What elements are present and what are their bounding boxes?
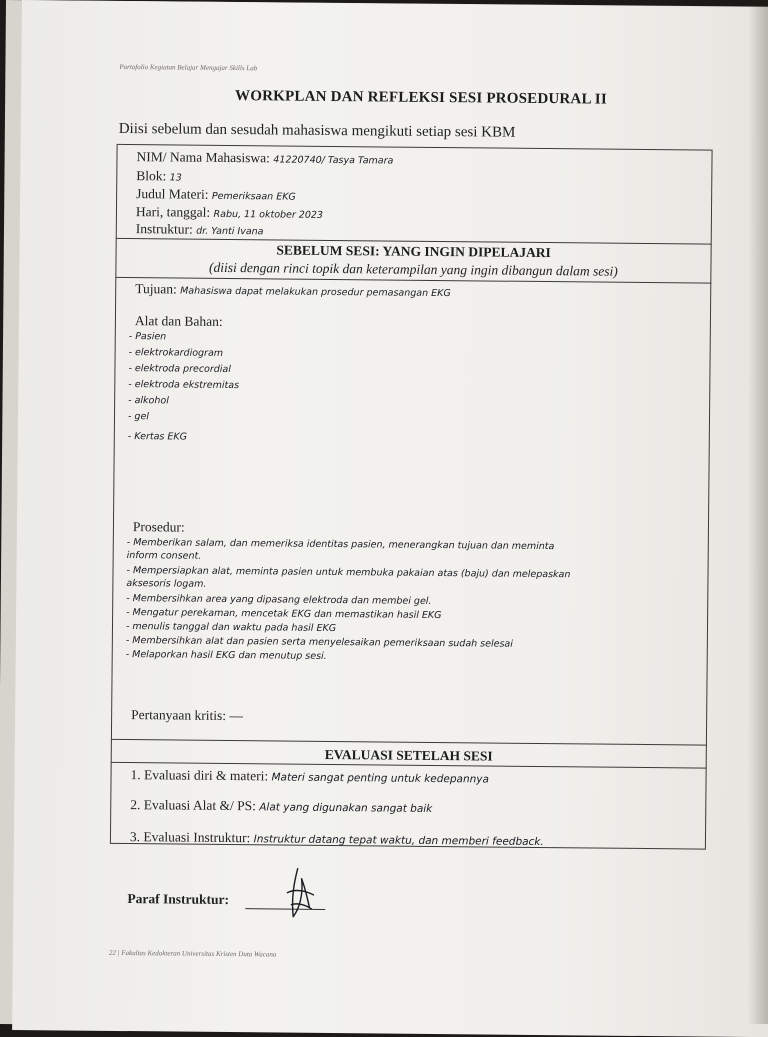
pertanyaan-value: — <box>229 708 243 724</box>
running-header: Portofolio Kegiatan Belajar Mengajar Skills Lab <box>119 62 258 73</box>
tujuan-value: Mahasiswa dapat melakukan prosedur pemasangan EKG <box>180 285 451 300</box>
procedure-line: inform consent. <box>126 550 202 562</box>
evaluasi-label: 3. Evaluasi Instruktur: <box>129 829 251 846</box>
procedure-line: - Membersihkan area yang dipasang elektroda dan membei gel. <box>126 593 432 607</box>
judul-label: Judul Materi: <box>136 186 209 202</box>
list-item: - elektrokardiogram <box>128 347 224 359</box>
prosedur-list <box>126 537 571 667</box>
evaluasi-item-3 <box>130 829 544 849</box>
hari-value: Rabu, 11 oktober 2023 <box>213 208 324 221</box>
evaluasi-value: Materi sangat penting untuk kedepannya <box>271 771 490 786</box>
nim-row <box>136 149 393 167</box>
evaluasi-item-1 <box>130 767 489 786</box>
evaluasi-item-2 <box>130 797 432 816</box>
judul-value: Pemeriksaan EKG <box>211 190 296 203</box>
procedure-line: aksesoris logam. <box>126 578 207 590</box>
procedure-line: - Mengatur perekaman, mencetak EKG dan memastikan hasil EKG <box>126 607 442 622</box>
evaluasi-label: 1. Evaluasi diri & materi: <box>130 767 269 784</box>
blok-value: 13 <box>169 172 182 184</box>
tujuan-row <box>135 281 451 300</box>
document-page <box>12 0 768 1037</box>
list-item: - gel <box>127 411 150 423</box>
procedure-line: - Melaporkan hasil EKG dan menutup sesi. <box>125 649 327 662</box>
list-item: - elektroda ekstremitas <box>128 379 240 392</box>
hari-label: Hari, tanggal: <box>135 204 211 220</box>
procedure-line: - Mempersiapkan alat, meminta pasien untuk membuka pakaian atas (baju) dan melepaskan <box>126 565 571 581</box>
hari-row <box>136 204 323 222</box>
procedure-line: - Memberikan salam, dan memeriksa identitas pasien, menerangkan tujuan dan meminta <box>126 537 555 553</box>
sebelum-subheading: (diisi dengan rinci topik dan keterampilan yang ingin dibangun dalam sesi) <box>209 259 618 279</box>
footer: 22 | Fakultas Kedokteran Universitas Kristen Duta Wacana <box>108 948 277 959</box>
blok-label: Blok: <box>136 168 167 184</box>
list-item: - Pasien <box>128 331 167 343</box>
evaluasi-value: Instruktur datang tepat waktu, dan memberi feedback. <box>253 833 544 849</box>
page-title: WORKPLAN DAN REFLEKSI SESI PROSEDURAL II <box>235 88 607 108</box>
list-item: - elektroda precordial <box>128 363 231 376</box>
alat-list <box>128 331 240 448</box>
nim-value: 41220740/ Tasya Tamara <box>273 154 394 167</box>
evaluasi-label: 2. Evaluasi Alat &/ PS: <box>130 797 256 814</box>
instructor-signature <box>279 865 320 930</box>
instruktur-label: Instruktur: <box>135 221 193 237</box>
page-subtitle: Diisi sebelum dan sesudah mahasiswa mengikuti setiap sesi KBM <box>118 120 516 141</box>
procedure-line: - Membersihkan alat dan pasien serta menyelesaikan pemeriksaan sudah selesai <box>125 635 513 650</box>
pertanyaan-label: Pertanyaan kritis: <box>131 707 227 723</box>
blok-row <box>136 168 182 184</box>
instruktur-row <box>136 221 264 238</box>
sebelum-heading: SEBELUM SESI: YANG INGIN DIPELAJARI <box>276 242 551 261</box>
evaluasi-value: Alat yang digunakan sangat baik <box>259 801 433 815</box>
page-shadow <box>748 0 768 1024</box>
evaluasi-heading: EVALUASI SETELAH SESI <box>324 746 493 764</box>
nim-label: NIM/ Nama Mahasiswa: <box>136 149 271 166</box>
tujuan-label: Tujuan: <box>135 281 177 297</box>
list-item: - Kertas EKG <box>127 431 188 443</box>
judul-row <box>136 186 296 204</box>
prosedur-label: Prosedur: <box>132 519 185 535</box>
alat-label: Alat dan Bahan: <box>134 313 223 329</box>
procedure-line: - menulis tanggal dan waktu pada hasil EKG <box>125 621 337 635</box>
pertanyaan-row <box>131 707 243 724</box>
instruktur-value: dr. Yanti Ivana <box>196 225 264 238</box>
list-item: - alkohol <box>128 395 169 407</box>
paraf-label: Paraf Instruktur: <box>127 891 230 908</box>
